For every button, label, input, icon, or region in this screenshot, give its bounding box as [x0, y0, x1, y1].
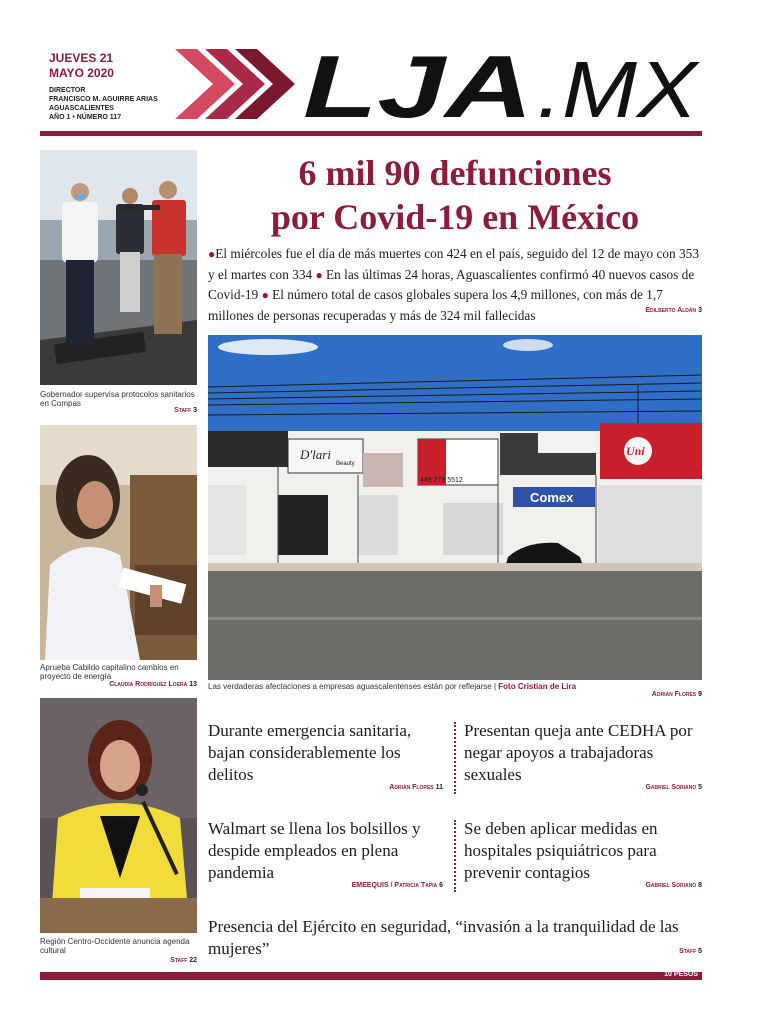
- cabildo-photo[interactable]: [40, 425, 197, 660]
- side-credit-3-page: 22: [189, 957, 197, 964]
- sign-beauty: Beauty: [336, 461, 355, 467]
- story-psychiatric-page: 8: [698, 882, 702, 889]
- headline-line-1: 6 mil 90 defunciones: [298, 153, 612, 193]
- story-army[interactable]: Presencia del Ejército en seguridad, “invasión a la tranquilidad de las mujeres”: [208, 917, 679, 958]
- lead-summary: [208, 244, 702, 326]
- main-photo-caption: [208, 682, 702, 691]
- side-credit-1: [40, 407, 197, 414]
- sign-comex: Comex: [530, 490, 574, 505]
- issue-date: [49, 51, 114, 81]
- story-army-credit: [560, 948, 702, 955]
- lead-point-1: El miércoles fue el día de más muertes con 424 en el país, seguido del 12 de mayo con 353 y el martes con 334: [208, 246, 699, 282]
- footer-rule: [40, 972, 702, 980]
- story-cedha-page: 5: [698, 784, 702, 791]
- story-crime-page: 11: [435, 784, 443, 791]
- sign-phone: 449 279 5512: [420, 477, 463, 484]
- story-walmart-author: EMEEQUIS / Patricia Tapia: [351, 882, 438, 889]
- headline-line-2: por Covid-19 en México: [270, 197, 640, 237]
- director-label: DIRECTOR: [49, 87, 86, 94]
- cultural-agenda-photo[interactable]: [40, 698, 197, 933]
- masthead-rule: [40, 131, 702, 136]
- lead-point-2: En las últimas 24 horas, Aguascalientes confirmó 40 nuevos casos de Covid-19: [208, 266, 695, 302]
- column-divider: [454, 722, 456, 794]
- lead-credit: [645, 307, 702, 314]
- main-photo-photographer: Foto Cristian de Lira: [498, 682, 577, 691]
- story-psychiatric[interactable]: Se deben aplicar medidas en hospitales psiquiátricos para prevenir contagios: [464, 819, 658, 882]
- sign-tortas: Uni: [626, 444, 645, 458]
- logo-wordmark: LJA: [303, 45, 533, 123]
- story-walmart-page: 6: [439, 882, 443, 889]
- main-photo-story-author: Adrián Flores: [651, 691, 697, 698]
- story-army-page: 5: [698, 948, 702, 955]
- story-psychiatric-credit: [560, 882, 702, 889]
- bullet-icon: ●: [315, 267, 323, 282]
- main-headline[interactable]: [208, 151, 702, 239]
- side-caption-1: Gobernador supervisa protocolos sanitarios en Compas: [40, 390, 195, 408]
- governor-photo[interactable]: [40, 150, 197, 385]
- storefronts-photo[interactable]: [208, 335, 702, 680]
- side-credit-1-page: 3: [193, 407, 197, 414]
- side-credit-1-author: Staff: [174, 407, 192, 414]
- side-credit-2: [40, 681, 197, 688]
- side-caption-3: Región Centro-Occidente anuncia agenda cultural: [40, 937, 190, 955]
- story-cedha-credit: [560, 784, 702, 791]
- date-month: MAYO 2020: [49, 66, 114, 80]
- price-label: 10 PESOS: [664, 971, 698, 978]
- city: AGUASCALIENTES: [49, 105, 114, 112]
- logo-suffix: .MX: [537, 45, 700, 123]
- story-cedha[interactable]: Presentan queja ante CEDHA por negar apoyos a trabajadoras sexuales: [464, 721, 693, 784]
- story-psychiatric-author: Gabriel Soriano: [645, 882, 697, 889]
- main-photo-story-page: 9: [698, 691, 702, 698]
- side-credit-2-page: 13: [189, 681, 197, 688]
- side-caption-2: Aprueba Cabildo capitalino cambios en proyecto de energía: [40, 663, 179, 681]
- lja-logo[interactable]: [175, 45, 700, 123]
- column-divider: [454, 820, 456, 892]
- story-crime-author: Adrián Flores: [389, 784, 434, 791]
- side-credit-3: [40, 957, 197, 964]
- sign-lari: D'lari: [300, 447, 331, 462]
- masthead: [40, 40, 702, 134]
- main-photo-caption-text: Las verdaderas afectaciones a empresas aguascalentenses están por reflejarse |: [208, 682, 497, 691]
- story-crime-credit: [300, 784, 443, 791]
- bullet-icon: ●: [208, 247, 216, 261]
- lead-point-3: El número total de casos globales supera los 4,9 millones, con más de 1,7 millones de personas recuperadas y más de 324 mil fallecidas: [208, 287, 663, 323]
- bullet-icon: ●: [261, 288, 269, 302]
- side-credit-2-author: Claudia Rodríguez Loera: [109, 681, 188, 688]
- director-name: FRANCISCO M. AGUIRRE ARIAS: [49, 96, 158, 103]
- date-day: JUEVES 21: [49, 51, 114, 65]
- main-photo-story-credit: [652, 691, 702, 698]
- lead-credit-page: 3: [698, 307, 702, 314]
- side-credit-3-author: Staff: [170, 957, 188, 964]
- story-walmart[interactable]: Walmart se llena los bolsillos y despide empleados en plena pandemia: [208, 819, 421, 882]
- story-cedha-author: Gabriel Soriano: [645, 784, 697, 791]
- issue-number: AÑO 1 • NÚMERO 117: [49, 114, 122, 121]
- story-walmart-credit: [300, 882, 443, 889]
- lead-credit-author: Edilberto Aldán: [645, 307, 697, 314]
- story-crime[interactable]: Durante emergencia sanitaria, bajan considerablemente los delitos: [208, 721, 412, 784]
- masthead-meta: [49, 86, 158, 122]
- story-army-author: Staff: [679, 948, 697, 955]
